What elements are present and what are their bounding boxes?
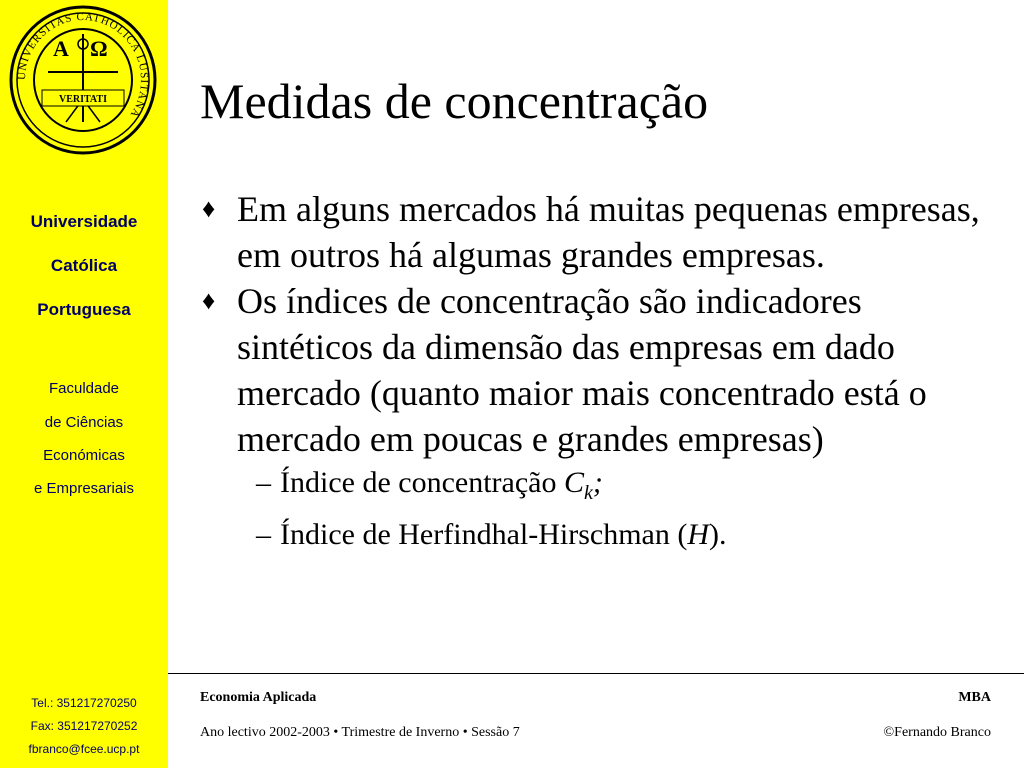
- bullet-text: Em alguns mercados há muitas pequenas empresas, em outros há algumas grandes empresas.: [237, 189, 980, 275]
- sub-bullet-suffix: ;: [592, 466, 603, 499]
- contact-email: fbranco@fcee.ucp.pt: [28, 742, 140, 756]
- diamond-bullet-icon: ♦: [202, 286, 216, 315]
- sub-bullet-item: [200, 514, 1000, 556]
- dash-bullet-icon: –: [256, 518, 271, 551]
- university-seal-logo: [8, 4, 158, 156]
- footer-program: MBA: [958, 690, 991, 705]
- footer-divider: [168, 673, 1024, 674]
- faculty-line-1: Faculdade: [48, 380, 120, 397]
- sub-bullet-text: Índice de concentração: [280, 466, 564, 499]
- slide-title: Medidas de concentração: [200, 73, 709, 129]
- university-name-line-2: Católica: [50, 256, 118, 275]
- seal-motto: VERITATI: [59, 94, 107, 105]
- variable-subscript: k: [584, 482, 593, 504]
- diamond-bullet-icon: ♦: [202, 194, 216, 223]
- university-name-line-3: Portuguesa: [37, 300, 131, 319]
- contact-phone: Tel.: 351217270250: [31, 696, 137, 710]
- sub-bullet-text: Índice de Herfindhal-Hirschman (: [280, 518, 688, 551]
- university-name-line-1: Universidade: [30, 212, 138, 231]
- seal-ring-text: UNIVERSITAS CATHOLICA LUSITANA: [15, 10, 151, 121]
- sub-bullet-suffix: ).: [709, 518, 727, 551]
- dash-bullet-icon: –: [256, 466, 271, 499]
- sidebar: [0, 0, 168, 768]
- bullet-text: Os índices de concentração são indicadores sintéticos da dimensão das empresas em dado mercado (quanto maior mais concentrado está o mercado em poucas e grandes empresas): [237, 281, 927, 459]
- bullet-item: [200, 186, 1000, 278]
- omega-icon: Ω: [90, 36, 108, 61]
- slide-content: [200, 186, 1000, 556]
- alpha-icon: A: [53, 36, 69, 61]
- variable-symbol: C: [564, 466, 585, 499]
- faculty-line-4: e Empresariais: [33, 480, 135, 497]
- faculty-line-2: de Ciências: [44, 414, 124, 431]
- sub-bullet-item: [200, 462, 1000, 514]
- contact-fax: Fax: 351217270252: [30, 719, 138, 733]
- bullet-item: [200, 278, 1000, 462]
- faculty-line-3: Económicas: [43, 447, 125, 464]
- footer-course: Economia Aplicada: [200, 690, 317, 705]
- variable-symbol: H: [687, 518, 710, 551]
- footer-author: ©Fernando Branco: [883, 725, 991, 740]
- footer-session: Ano lectivo 2002-2003 • Trimestre de Inverno • Sessão 7: [200, 725, 520, 740]
